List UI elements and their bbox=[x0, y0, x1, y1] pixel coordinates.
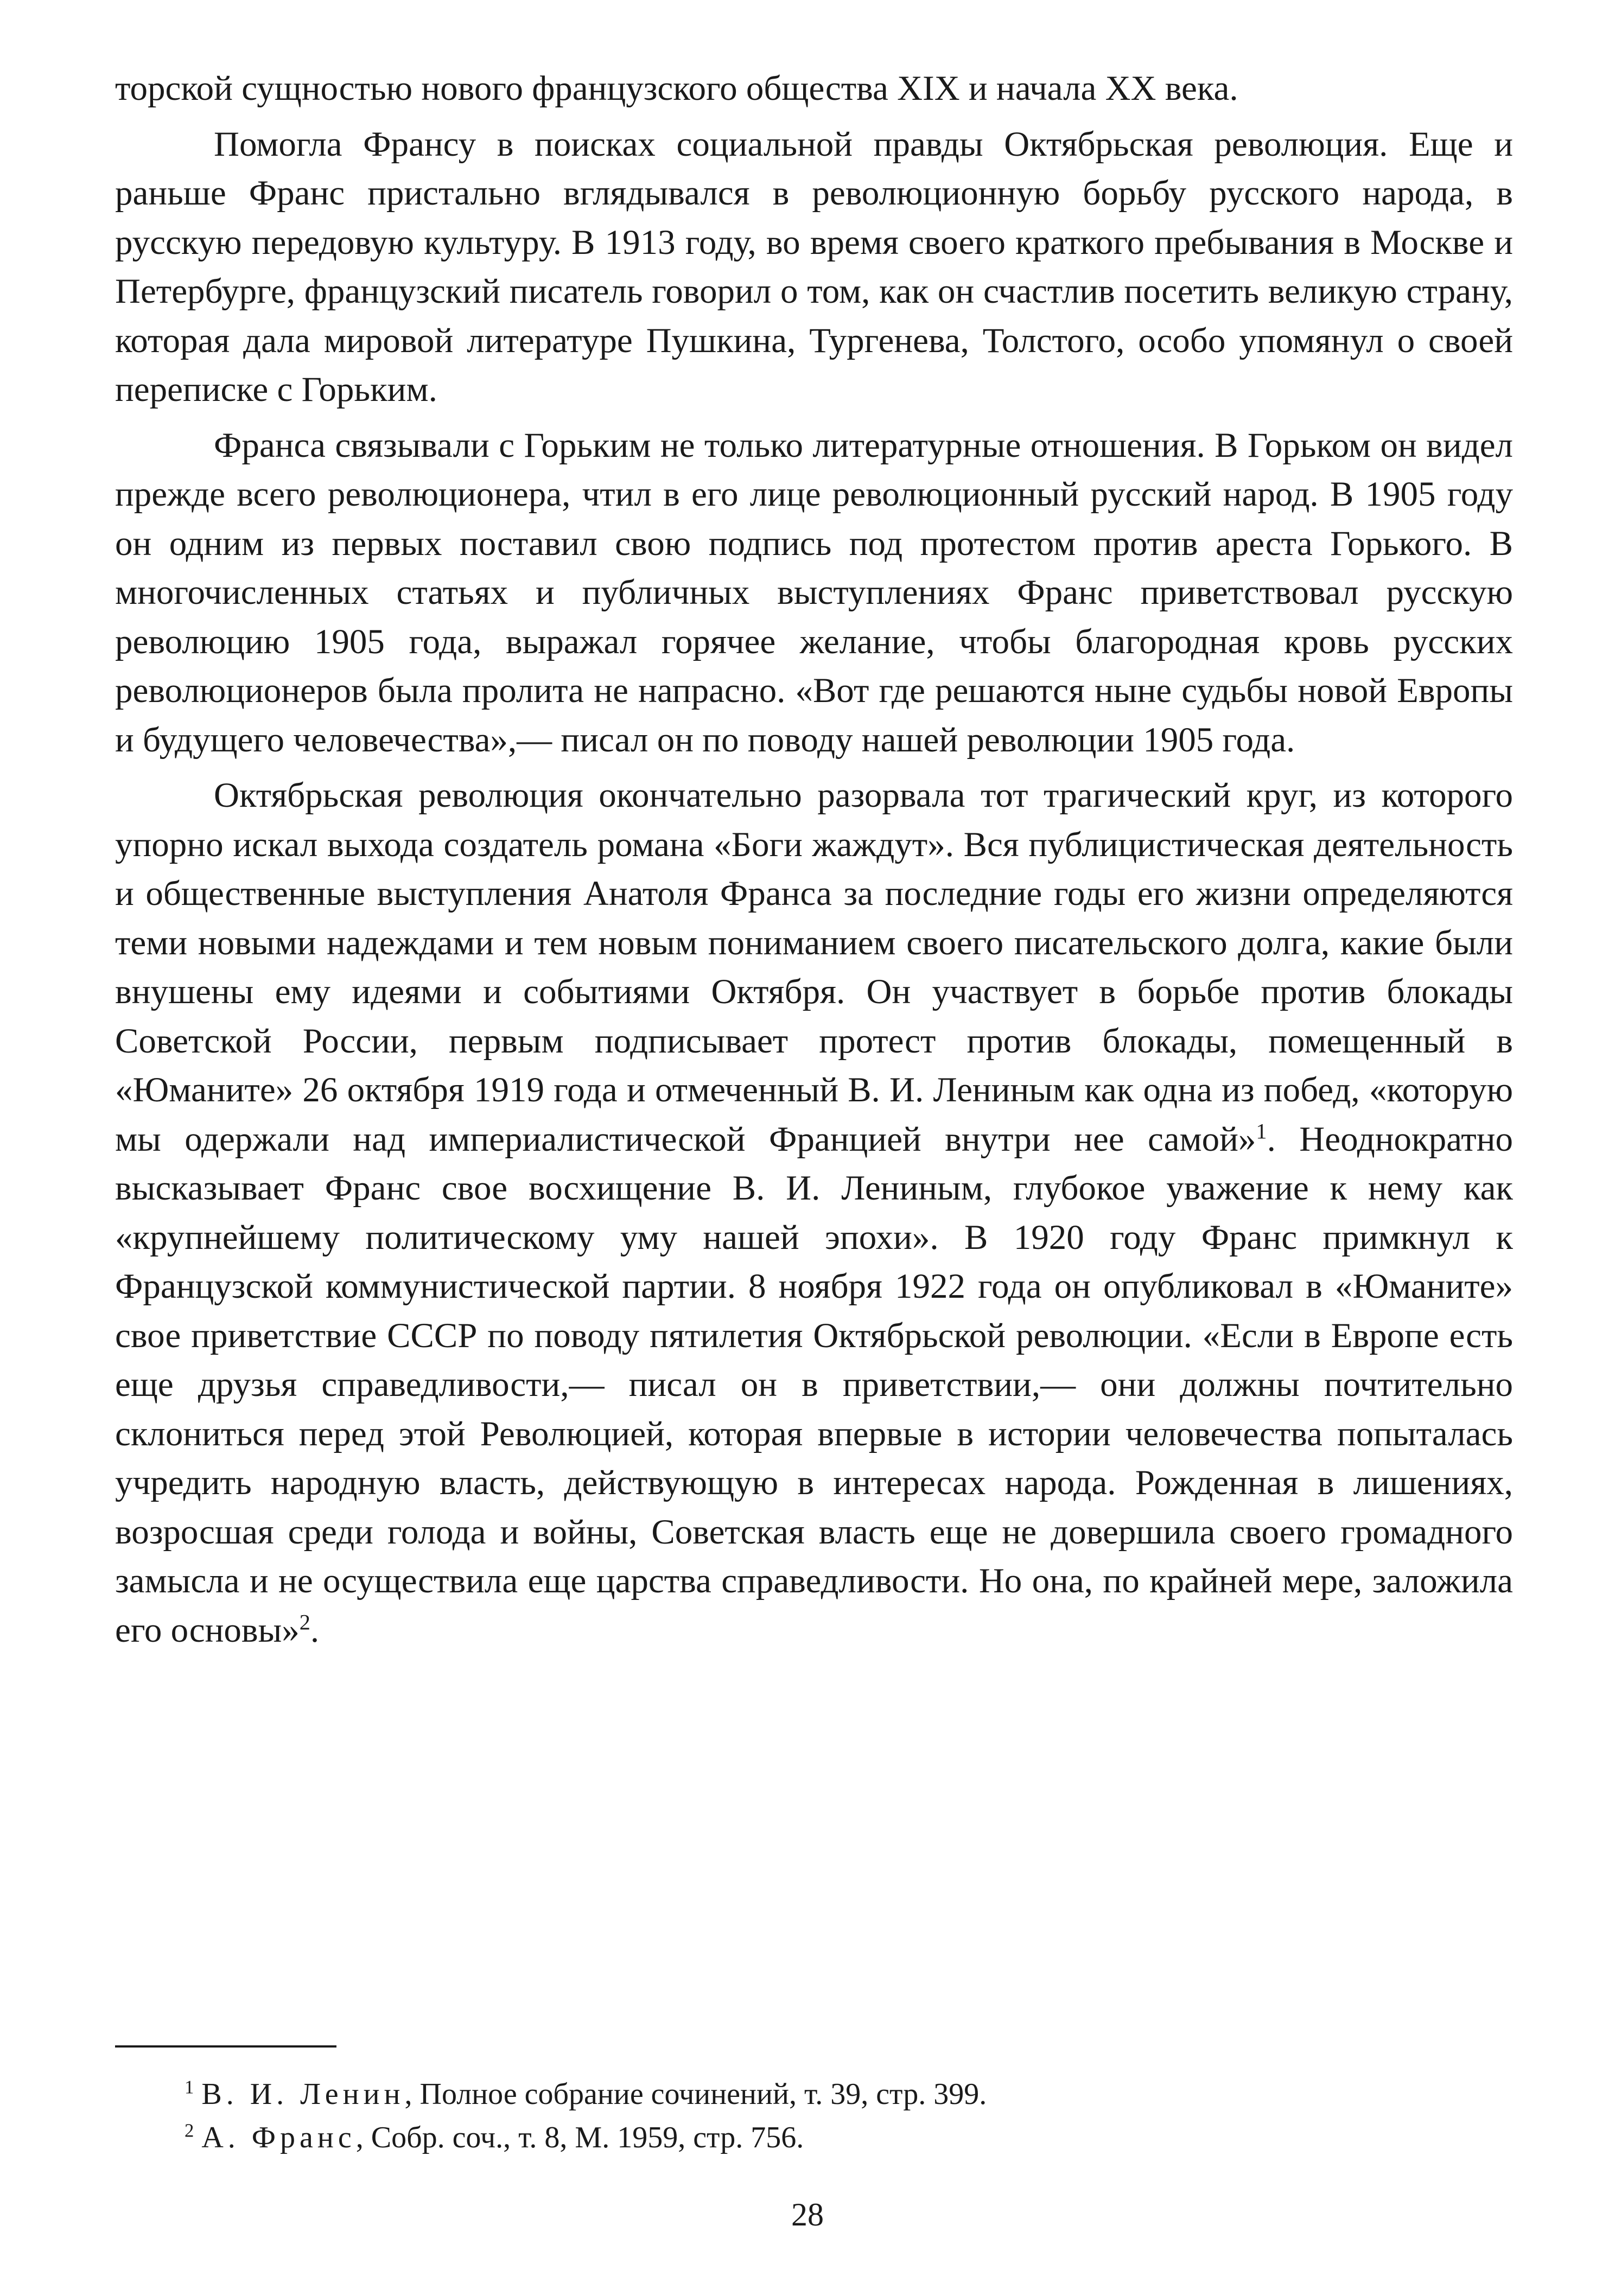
footnote-2-source: , Собр. соч., т. 8, М. 1959, стр. 756. bbox=[355, 2121, 804, 2154]
paragraph-1 bbox=[115, 64, 1513, 113]
footnote-ref-1[interactable]: 1 bbox=[1256, 1118, 1267, 1143]
footnote-1-source: , Полное собрание сочинений, т. 39, стр. 399. bbox=[404, 2077, 987, 2111]
footnotes bbox=[115, 2072, 1513, 2159]
paragraph-3 bbox=[115, 421, 1513, 765]
footnote-2 bbox=[115, 2116, 1513, 2159]
footnote-1-mark: 1 bbox=[185, 2076, 194, 2098]
paragraph-4 bbox=[115, 771, 1513, 1655]
footnote-2-mark: 2 bbox=[185, 2120, 194, 2141]
paragraph-1-text: торской сущностью нового французского общества XIX и начала XX века. bbox=[115, 69, 1238, 108]
paragraph-4-end: . bbox=[310, 1610, 320, 1650]
paragraph-3-text: Франса связывали с Горьким не только литературные отношения. В Горьком он видел прежде всего революционера, чтил в его лице революционный русский народ. В 1905 году он одним из первых поставил свою подпись под протестом против ареста Горького. В многочисленных статьях и публичных выступлениях Франс приветствовал русскую революцию 1905 года, выражал горячее желание, чтобы благородная кровь русских революционеров была пролита не напрасно. «Вот где решаются ныне судьбы новой Европы и будущего человечества»,— писал он по поводу нашей революции 1905 года. bbox=[115, 425, 1513, 760]
paragraph-2 bbox=[115, 120, 1513, 414]
footnote-2-author: А. Франс bbox=[201, 2121, 356, 2154]
page-number: 28 bbox=[791, 2197, 824, 2233]
paragraph-2-text: Помогла Франсу в поисках социальной правды Октябрьская революция. Еще и раньше Франс пристально вглядывался в революционную борьбу русского народа, в русскую передовую культуру. В 1913 году, во время своего краткого пребывания в Москве и Петербурге, французский писатель говорил о том, как он счастлив посетить великую страну, которая дала мировой литературе Пушкина, Тургенева, Толстого, особо упомянул о своей переписке с Горьким. bbox=[115, 124, 1513, 409]
footnote-separator bbox=[115, 2045, 336, 2048]
paragraph-4-continued: . Неоднократно высказывает Франс свое восхищение В. И. Лениным, глубокое уважение к нему как «крупнейшему политическому уму нашей эпохи». В 1920 году Франс примкнул к Французской коммунистической партии. 8 ноября 1922 года он опубликовал в «Юманите» свое приветствие СССР по поводу пятилетия Октябрьской революции. «Если в Европе есть еще друзья справедливости,— писал он в приветствии,— они должны почтительно склониться перед этой Революцией, которая впервые в истории человечества попыталась учредить народную власть, действующую в интересах народа. Рожденная в лишениях, возросшая среди голода и войны, Советская власть еще не довершила своего громадного замысла и не осуществила еще царства справедливости. Но она, по крайней мере, заложила его основы» bbox=[115, 1119, 1513, 1650]
main-text bbox=[115, 64, 1513, 1655]
footnote-1-author: В. И. Ленин bbox=[201, 2077, 405, 2111]
footnote-1 bbox=[115, 2072, 1513, 2116]
footnote-ref-2[interactable]: 2 bbox=[299, 1609, 310, 1634]
paragraph-4-text: Октябрьская революция окончательно разорвала тот трагический круг, из которого упорно искал выхода создатель романа «Боги жаждут». Вся публицистическая деятельность и общественные выступления Анатоля Франса за последние годы его жизни определяются теми новыми надеждами и тем новым пониманием своего писательского долга, какие были внушены ему идеями и событиями Октября. Он участвует в борьбе против блокады Советской России, первым подписывает протест против блокады, помещенный в «Юманите» 26 октября 1919 года и отмеченный В. И. Лениным как одна из побед, «которую мы одержали над империалистической Францией внутри нее самой» bbox=[115, 776, 1513, 1159]
